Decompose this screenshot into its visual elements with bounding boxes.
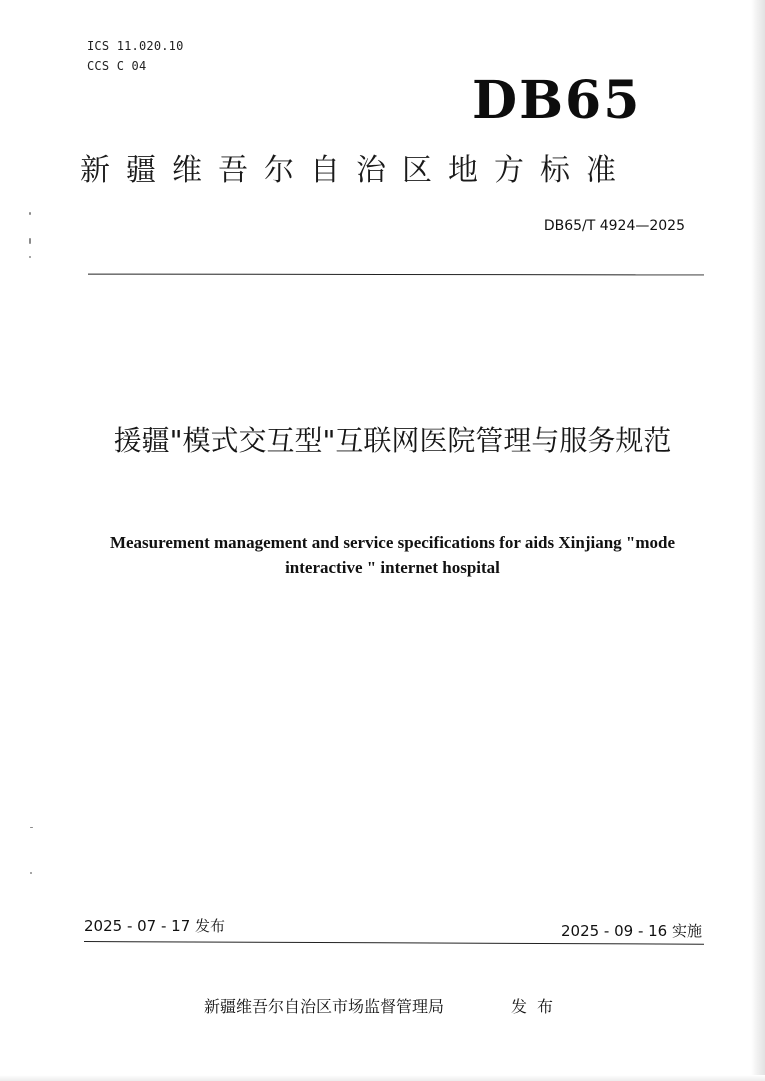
db-logo: DB65	[472, 70, 642, 131]
issue-date: 2025 - 07 - 17 发布	[84, 917, 226, 935]
standard-type-heading: 新疆维吾尔自治区地方标准	[80, 153, 632, 188]
scan-speck	[30, 827, 33, 828]
standard-number: DB65/T 4924—2025	[543, 218, 685, 234]
scan-speck	[29, 238, 31, 244]
scan-edge-right	[751, 0, 765, 1081]
implementation-date: 2025 - 09 - 16 实施	[560, 922, 702, 940]
issuing-authority: 新疆维吾尔自治区市场监督管理局	[204, 997, 445, 1016]
scan-speck	[29, 256, 31, 258]
scan-speck	[29, 212, 31, 215]
ccs-code: CCS C 04	[87, 59, 147, 73]
ics-code: ICS 11.020.10	[87, 39, 184, 53]
scan-edge-bottom	[0, 1075, 765, 1081]
chinese-title: 援疆"模式交互型"互联网医院管理与服务规范	[113, 424, 672, 457]
issue-action: 发布	[511, 997, 564, 1016]
scan-speck	[30, 872, 32, 874]
header-divider	[88, 274, 704, 276]
english-title: Measurement management and service specifications for aids Xinjiang "mode interactive " internet hospital	[109, 533, 676, 577]
